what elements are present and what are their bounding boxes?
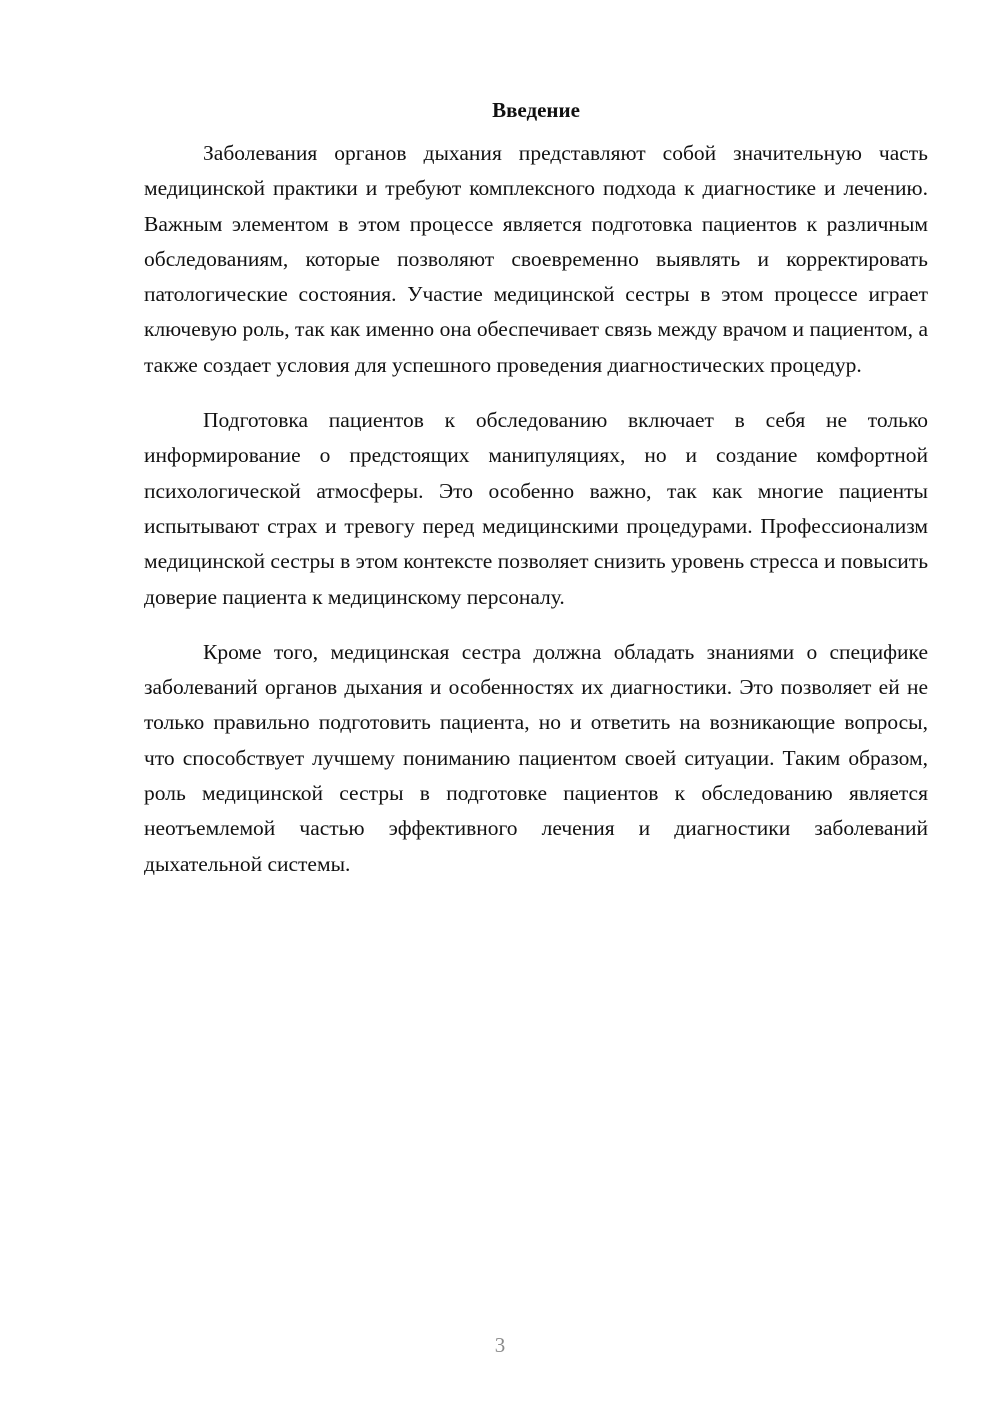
paragraph-1: Заболевания органов дыхания представляют собой значительную часть медицинской практики и требуют комплексного подхода к диагностике и лечению. Важным элементом в этом процессе является подготовка пациентов к различным обследованиям, которые позволяют своевременно выявлять и корректировать патологические состояния. Участие медицинской сестры в этом процессе играет ключевую роль, так как именно она обеспечивает связь между врачом и пациентом, а также создает условия для успешного проведения диагностических процедур. bbox=[144, 141, 928, 377]
page-number: 3 bbox=[494, 1333, 506, 1357]
page-content bbox=[144, 92, 928, 902]
section-heading: Введение bbox=[492, 98, 580, 122]
paragraph-3: Кроме того, медицинская сестра должна обладать знаниями о специфике заболеваний органов дыхания и особенностях их диагностики. Это позволяет ей не только правильно подготовить пациента, но и ответить на возникающие вопросы, что способствует лучшему пониманию пациентом своей ситуации. Таким образом, роль медицинской сестры в подготовке пациентов к обследованию является неотъемлемой частью эффективного лечения и диагностики заболеваний дыхательной системы. bbox=[144, 639, 928, 876]
paragraph-2: Подготовка пациентов к обследованию включает в себя не только информирование о предстоящих манипуляциях, но и создание комфортной психологической атмосферы. Это особенно важно, так как многие пациенты испытывают страх и тревогу перед медицинскими процедурами. Профессионализм медицинской сестры в этом контексте позволяет снизить уровень стресса и повысить доверие пациента к медицинскому персоналу. bbox=[144, 408, 928, 609]
